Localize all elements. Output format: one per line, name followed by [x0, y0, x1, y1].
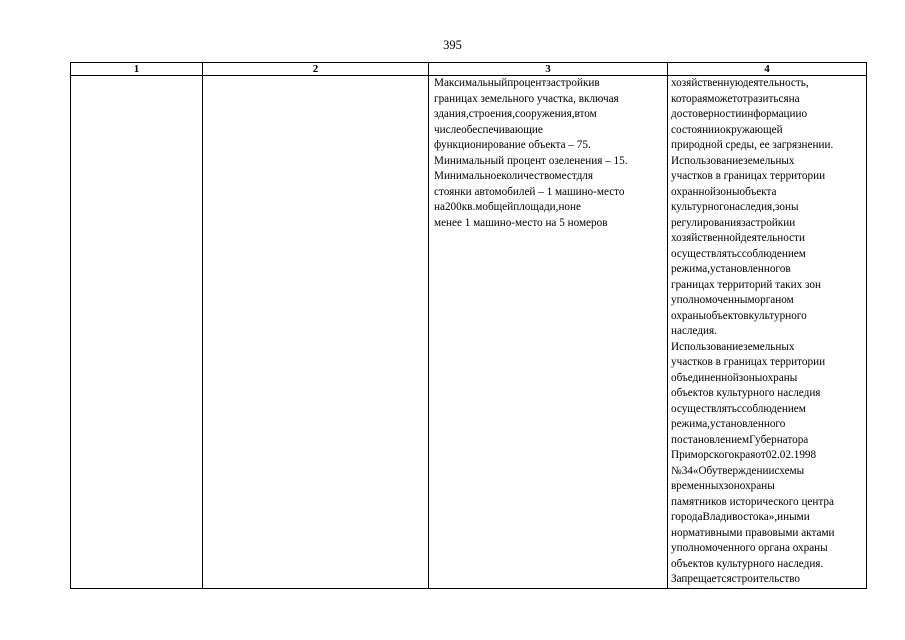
text-line — [671, 324, 863, 340]
word: Минимальное — [434, 170, 502, 182]
text-line — [434, 154, 662, 170]
text-line — [671, 278, 863, 294]
column-header-1: 1 — [71, 63, 203, 76]
word: утверждении — [711, 464, 775, 477]
word: стоянки автомобилей – 1 машино-место — [434, 185, 625, 198]
word: на — [788, 92, 800, 105]
word: объектов — [705, 309, 749, 322]
text-line — [671, 154, 863, 170]
text-line — [671, 107, 863, 123]
word: Минимальный процент озеленения – 15. — [434, 154, 628, 167]
text-line — [671, 309, 863, 325]
word: процент — [507, 77, 547, 89]
text-line — [671, 185, 863, 201]
document-table — [70, 62, 867, 589]
word: которая — [671, 92, 708, 105]
word: о — [801, 108, 808, 120]
page-number: 395 — [443, 38, 462, 52]
word: в — [594, 77, 600, 89]
word: объектов культурного наследия. — [671, 557, 824, 570]
word: Использование — [671, 340, 744, 353]
word: в — [574, 108, 580, 120]
word: застройки — [546, 77, 595, 89]
word: м — [475, 201, 483, 213]
word: кв. — [461, 201, 476, 213]
word: в — [785, 263, 791, 275]
table-cell-col1 — [71, 76, 203, 589]
word: Приморского — [671, 449, 735, 461]
word: Губернатора — [749, 433, 809, 446]
word: охранной — [671, 185, 717, 198]
text-line — [671, 402, 863, 418]
word: культурного — [671, 201, 730, 213]
word: нормативными правовыми актами — [671, 526, 835, 539]
word: площади, — [513, 201, 559, 213]
word: состоянии — [671, 123, 721, 136]
cell-text-col3 — [429, 76, 667, 231]
word: с — [736, 402, 742, 415]
word: схемы — [774, 464, 805, 477]
word: обеспечивающие — [461, 123, 543, 136]
text-line — [434, 169, 662, 185]
table-header-row — [71, 63, 867, 76]
text-line — [671, 433, 863, 449]
word: объекта — [739, 185, 777, 198]
word: «Об — [692, 464, 712, 477]
word: зоны — [738, 371, 763, 384]
column-header-2: 2 — [203, 63, 429, 76]
table-cell-col4 — [668, 76, 867, 589]
cell-text-col4 — [668, 76, 866, 588]
word: 34 — [681, 464, 693, 477]
word: Запрещается — [671, 573, 732, 585]
word: установленного — [710, 263, 786, 275]
word: количество — [501, 170, 555, 182]
word: но — [558, 201, 571, 213]
word: Владивостока», — [702, 511, 778, 523]
word: земельных — [743, 340, 795, 353]
word: органом — [754, 294, 794, 306]
word: установленного — [710, 418, 786, 430]
text-line — [434, 92, 662, 108]
text-line — [671, 262, 863, 278]
word: памятников исторического центра — [671, 495, 834, 508]
word: границах земельного участка, включая — [434, 92, 619, 105]
word: общей — [482, 201, 514, 213]
text-line — [671, 417, 863, 433]
word: строения, — [468, 108, 515, 120]
word: от — [755, 449, 766, 461]
word: наследия. — [671, 325, 717, 337]
word: объединенной — [671, 371, 739, 384]
word: для — [576, 170, 593, 182]
word: хозяйственной — [671, 232, 741, 244]
word: природной среды, ее загрязнении. — [671, 139, 834, 151]
text-line — [671, 448, 863, 464]
text-line — [434, 200, 662, 216]
word: регулирования — [671, 216, 742, 229]
text-line — [434, 123, 662, 139]
word: режима, — [671, 263, 711, 275]
text-line — [671, 293, 863, 309]
word: застройки — [741, 216, 790, 229]
word: на — [434, 201, 445, 213]
text-line — [434, 138, 662, 154]
word: № — [671, 464, 682, 477]
table-cell-col3 — [429, 76, 668, 589]
word: соблюдением — [741, 247, 806, 260]
text-line — [434, 185, 662, 201]
word: края — [734, 449, 756, 461]
text-line — [671, 526, 863, 542]
text-line — [671, 340, 863, 356]
word: зоны — [775, 201, 799, 213]
text-line — [434, 76, 662, 92]
word: участков в границах территории — [671, 170, 826, 182]
word: 200 — [444, 201, 462, 213]
text-line — [671, 464, 863, 480]
word: сооружения, — [515, 108, 575, 120]
text-line — [671, 386, 863, 402]
word: охраны — [739, 480, 775, 492]
word: зон — [723, 480, 740, 492]
word: окружающей — [720, 123, 783, 136]
text-line — [671, 92, 863, 108]
text-line — [671, 510, 863, 526]
text-line — [671, 231, 863, 247]
word: числе — [434, 123, 462, 136]
text-line — [434, 216, 662, 232]
word: режима, — [671, 418, 711, 430]
table-cell-col2 — [203, 76, 429, 589]
text-line — [671, 200, 863, 216]
word: том — [579, 108, 597, 120]
word: деятельности — [740, 232, 805, 244]
text-line — [671, 138, 863, 154]
word: участков в границах территории — [671, 356, 826, 368]
word: 02.02.1998 — [765, 449, 817, 461]
word: деятельность, — [742, 77, 809, 89]
column-header-4: 4 — [668, 63, 867, 76]
text-line — [434, 107, 662, 123]
word: Максимальный — [434, 77, 508, 89]
word: информации — [741, 108, 802, 120]
word: границах территорий таких зон — [671, 278, 821, 291]
word: не — [570, 201, 581, 213]
word: соблюдением — [741, 402, 806, 415]
word: функционирование объекта – 75. — [434, 139, 591, 151]
text-line — [671, 572, 863, 588]
word: с — [736, 247, 742, 260]
word: осуществлять — [671, 247, 737, 260]
text-line — [671, 123, 863, 139]
word: Использование — [671, 154, 744, 167]
word: хозяйственную — [671, 77, 743, 89]
word: земельных — [743, 154, 795, 167]
text-line — [671, 355, 863, 371]
word: мест — [554, 170, 577, 182]
text-line — [671, 216, 863, 232]
word: может — [707, 92, 738, 105]
word: и — [789, 216, 796, 229]
text-line — [671, 541, 863, 557]
table-row — [71, 76, 867, 589]
text-line — [671, 557, 863, 573]
word: менее 1 машино-место на 5 номеров — [434, 216, 608, 229]
text-line — [671, 169, 863, 185]
word: уполномоченным — [671, 294, 755, 306]
text-line — [671, 495, 863, 511]
word: наследия, — [729, 201, 776, 213]
word: охраны — [762, 371, 798, 384]
word: здания, — [434, 108, 469, 120]
word: временных — [671, 480, 724, 492]
column-header-3: 3 — [429, 63, 668, 76]
word: охраны — [671, 309, 706, 322]
text-line — [671, 76, 863, 92]
text-line — [671, 247, 863, 263]
word: уполномоченного органа охраны — [671, 542, 828, 554]
text-line — [671, 479, 863, 495]
word: осуществлять — [671, 402, 737, 415]
word: зоны — [716, 185, 740, 198]
word: отразиться — [737, 92, 789, 105]
word: иными — [777, 511, 810, 523]
word: культурного — [748, 309, 807, 322]
word: достоверности — [671, 108, 742, 120]
word: постановлением — [671, 433, 750, 446]
text-line — [671, 371, 863, 387]
word: объектов культурного наследия — [671, 387, 821, 399]
word: города — [671, 511, 703, 523]
word: строительство — [731, 573, 801, 585]
